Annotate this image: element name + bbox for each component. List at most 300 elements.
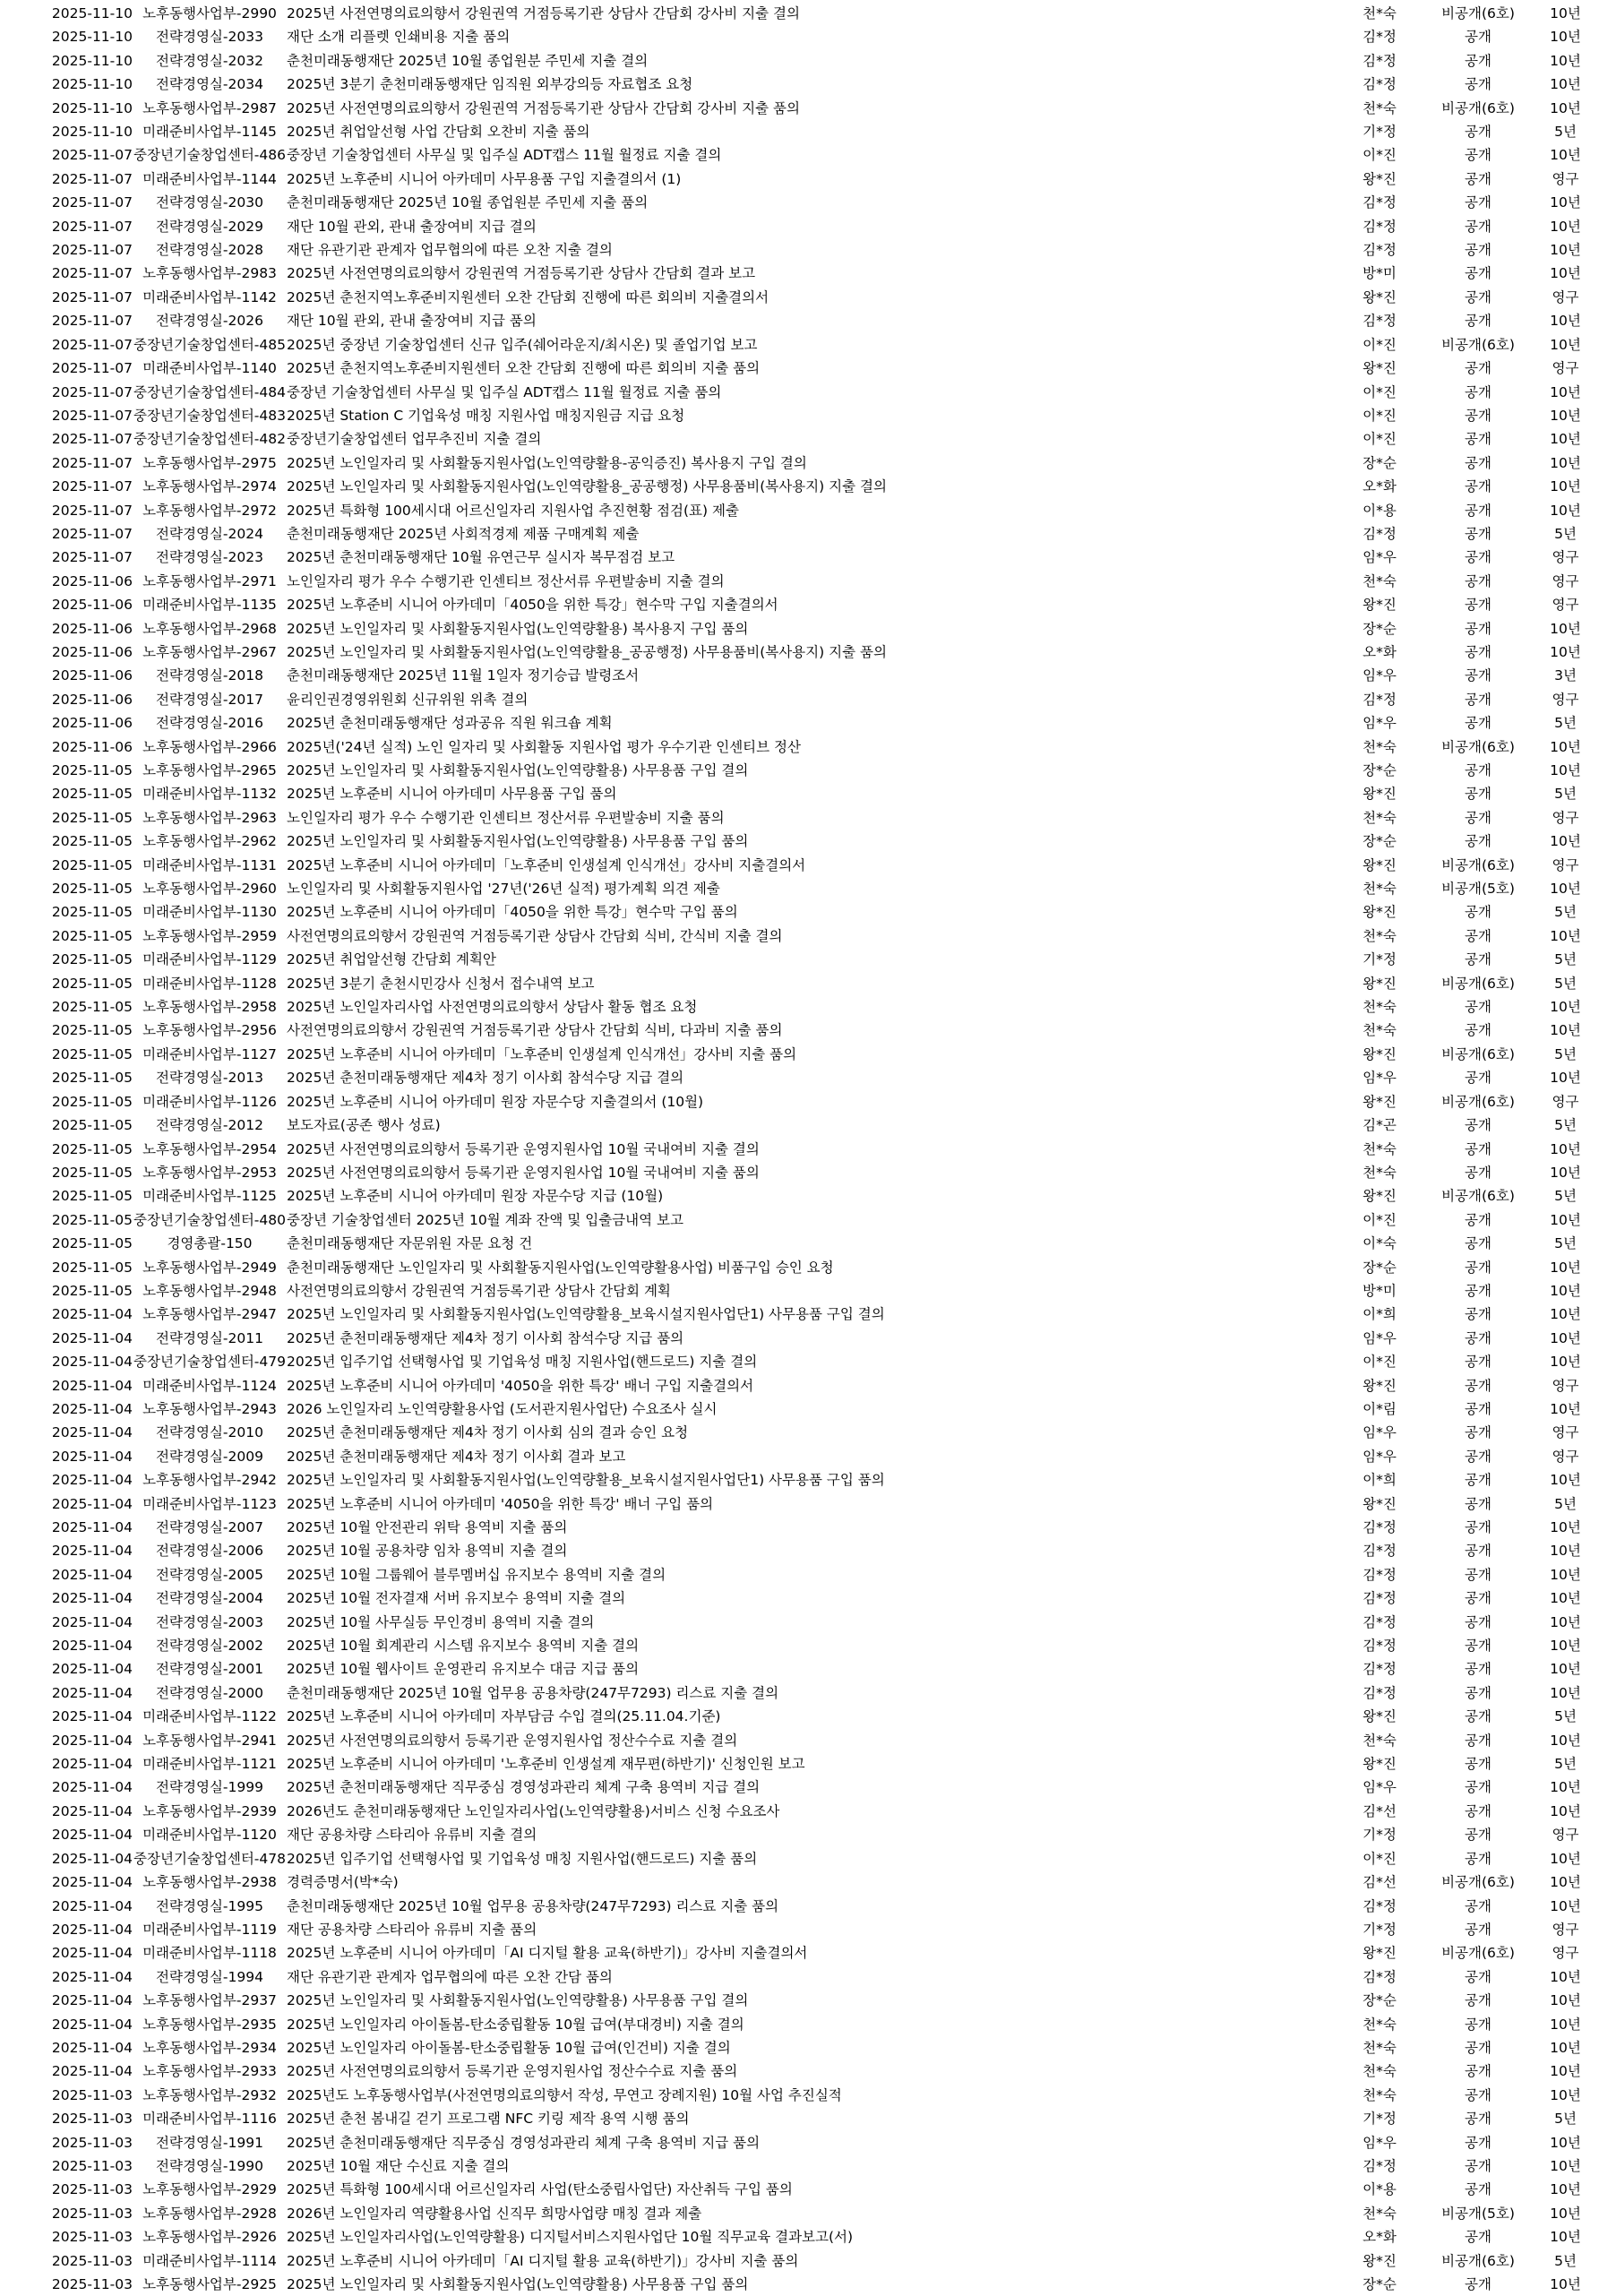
retention-cell: 영구 bbox=[1552, 856, 1579, 873]
disclosure-cell: 공개 bbox=[1465, 999, 1492, 1016]
table-row bbox=[0, 357, 1599, 380]
title-cell: 2025년 노인일자리 및 사회활동지원사업(노인역량활용) 사무용품 구입 결의 bbox=[287, 1992, 749, 2009]
disclosure-cell: 공개 bbox=[1465, 1235, 1492, 1252]
title-cell: 2025년 노후준비 시니어 아카데미「AI 디지털 활용 교육(하반기)」강사비 지출결의서 bbox=[287, 1945, 808, 1962]
title-cell: 중장년 기술창업센터 사무실 및 입주실 ADT캡스 11월 월정료 지출 결의 bbox=[287, 147, 722, 164]
author-cell: 천*숙 bbox=[1363, 2063, 1397, 2080]
retention-cell: 10년 bbox=[1550, 76, 1581, 93]
disclosure-cell: 공개 bbox=[1465, 242, 1492, 259]
author-cell: 방*미 bbox=[1363, 265, 1397, 282]
title-cell: 2025년 10월 전자결재 서버 유지보수 용역비 지출 결의 bbox=[287, 1590, 626, 1607]
date-cell: 2025-11-07 bbox=[51, 407, 133, 424]
date-cell: 2025-11-07 bbox=[51, 454, 133, 471]
author-cell: 김*곤 bbox=[1363, 1117, 1397, 1134]
doc-number-cell: 중장년기술창업센터-483 bbox=[133, 407, 286, 424]
doc-number-cell: 전략경영실-2016 bbox=[156, 715, 263, 732]
author-cell: 김*정 bbox=[1363, 313, 1397, 330]
title-cell: 춘천미래동행재단 2025년 10월 업무용 공용차량(247무7293) 리스료 지출 결의 bbox=[287, 1684, 779, 1701]
table-row bbox=[0, 2202, 1599, 2225]
author-cell: 왕*진 bbox=[1363, 360, 1397, 377]
table-row bbox=[0, 617, 1599, 641]
author-cell: 기*정 bbox=[1363, 124, 1397, 141]
disclosure-cell: 비공개(6호) bbox=[1441, 1874, 1515, 1891]
author-cell: 왕*진 bbox=[1363, 288, 1397, 305]
disclosure-cell: 공개 bbox=[1465, 1448, 1492, 1465]
table-row bbox=[0, 924, 1599, 948]
disclosure-cell: 공개 bbox=[1465, 194, 1492, 211]
author-cell: 천*숙 bbox=[1363, 2039, 1397, 2056]
doc-number-cell: 전략경영실-2010 bbox=[156, 1424, 263, 1441]
table-row bbox=[0, 1895, 1599, 1918]
disclosure-cell: 공개 bbox=[1465, 1306, 1492, 1323]
disclosure-cell: 공개 bbox=[1465, 1897, 1492, 1914]
title-cell: 2025년 춘천미래동행재단 직무중심 경영성과관리 체계 구축 용역비 지급 품의 bbox=[287, 2134, 761, 2151]
table-row bbox=[0, 1941, 1599, 1965]
title-cell: 2025년 춘천미래동행재단 제4차 정기 이사회 결과 보고 bbox=[287, 1448, 626, 1465]
date-cell: 2025-11-04 bbox=[51, 1543, 133, 1560]
disclosure-cell: 공개 bbox=[1465, 1921, 1492, 1938]
author-cell: 천*숙 bbox=[1363, 99, 1397, 116]
table-row bbox=[0, 1090, 1599, 1114]
title-cell: 2025년 사전연명의료의향서 강원권역 거점등록기관 상담사 간담회 강사비 지출 품의 bbox=[287, 99, 800, 116]
title-cell: 2025년 중장년 기술창업센터 신규 입주(쉐어라운지/최시온) 및 졸업기업 보고 bbox=[287, 336, 758, 353]
doc-number-cell: 노후동행사업부-2929 bbox=[142, 2181, 277, 2198]
author-cell: 천*숙 bbox=[1363, 1022, 1397, 1039]
title-cell: 2025년 노인일자리 및 사회활동지원사업(노인역량활용_공공행정) 사무용품비(복사용지) 지출 결의 bbox=[287, 478, 887, 495]
author-cell: 김*정 bbox=[1363, 29, 1397, 46]
table-row bbox=[0, 1611, 1599, 1634]
title-cell: 2025년 노후준비 시니어 아카데미「AI 디지털 활용 교육(하반기)」강사비 지출 품의 bbox=[287, 2252, 799, 2269]
document-list-table bbox=[0, 2, 1599, 2296]
disclosure-cell: 공개 bbox=[1465, 691, 1492, 708]
retention-cell: 10년 bbox=[1550, 52, 1581, 69]
author-cell: 김*정 bbox=[1363, 1543, 1397, 1560]
doc-number-cell: 미래준비사업부-1120 bbox=[142, 1827, 277, 1844]
date-cell: 2025-11-06 bbox=[51, 715, 133, 732]
retention-cell: 영구 bbox=[1552, 1448, 1579, 1465]
table-row bbox=[0, 1066, 1599, 1089]
doc-number-cell: 미래준비사업부-1116 bbox=[142, 2111, 277, 2128]
disclosure-cell: 공개 bbox=[1465, 1519, 1492, 1535]
retention-cell: 10년 bbox=[1550, 2086, 1581, 2103]
disclosure-cell: 공개 bbox=[1465, 29, 1492, 46]
table-row bbox=[0, 1397, 1599, 1421]
retention-cell: 영구 bbox=[1552, 1377, 1579, 1394]
disclosure-cell: 공개 bbox=[1465, 1164, 1492, 1181]
table-row bbox=[0, 1138, 1599, 1161]
disclosure-cell: 공개 bbox=[1465, 1968, 1492, 1985]
table-row bbox=[0, 2084, 1599, 2107]
author-cell: 왕*진 bbox=[1363, 597, 1397, 614]
disclosure-cell: 공개 bbox=[1465, 549, 1492, 566]
author-cell: 천*숙 bbox=[1363, 2205, 1397, 2222]
title-cell: 2025년 노후준비 시니어 아카데미 사무용품 구입 지출결의서 (1) bbox=[287, 170, 682, 187]
date-cell: 2025-11-07 bbox=[51, 383, 133, 400]
doc-number-cell: 미래준비사업부-1127 bbox=[142, 1045, 277, 1062]
disclosure-cell: 공개 bbox=[1465, 2157, 1492, 2174]
title-cell: 2025년 사전연명의료의향서 강원권역 거점등록기관 상담사 간담회 결과 보고 bbox=[287, 265, 756, 282]
table-row bbox=[0, 2154, 1599, 2178]
table-row bbox=[0, 900, 1599, 924]
retention-cell: 영구 bbox=[1552, 549, 1579, 566]
disclosure-cell: 공개 bbox=[1465, 2111, 1492, 2128]
title-cell: 2025년 10월 웹사이트 운영관리 유지보수 대금 지급 품의 bbox=[287, 1661, 640, 1678]
doc-number-cell: 전략경영실-2017 bbox=[156, 691, 263, 708]
retention-cell: 10년 bbox=[1550, 1164, 1581, 1181]
document-list-body bbox=[0, 2, 1599, 2296]
disclosure-cell: 공개 bbox=[1465, 1827, 1492, 1844]
retention-cell: 5년 bbox=[1554, 975, 1577, 992]
date-cell: 2025-11-04 bbox=[51, 1354, 133, 1371]
author-cell: 왕*진 bbox=[1363, 170, 1397, 187]
retention-cell: 10년 bbox=[1550, 1329, 1581, 1346]
author-cell: 김*정 bbox=[1363, 1519, 1397, 1535]
doc-number-cell: 노후동행사업부-2965 bbox=[142, 762, 277, 778]
date-cell: 2025-11-03 bbox=[51, 2134, 133, 2151]
doc-number-cell: 전략경영실-1995 bbox=[156, 1897, 263, 1914]
table-row bbox=[0, 262, 1599, 285]
disclosure-cell: 공개 bbox=[1465, 147, 1492, 164]
date-cell: 2025-11-07 bbox=[51, 218, 133, 235]
author-cell: 김*정 bbox=[1363, 218, 1397, 235]
doc-number-cell: 중장년기술창업센터-485 bbox=[133, 336, 286, 353]
title-cell: 사전연명의료의향서 강원권역 거점등록기관 상담사 간담회 식비, 간식비 지출 결의 bbox=[287, 927, 783, 944]
doc-number-cell: 노후동행사업부-2959 bbox=[142, 927, 277, 944]
retention-cell: 10년 bbox=[1550, 242, 1581, 259]
title-cell: 2025년 사전연명의료의향서 등록기관 운영지원사업 10월 국내여비 지출 품의 bbox=[287, 1164, 760, 1181]
date-cell: 2025-11-05 bbox=[51, 927, 133, 944]
title-cell: 2025년 노후준비 시니어 아카데미 '4050을 위한 특강' 배너 구입 품의 bbox=[287, 1495, 714, 1512]
table-row bbox=[0, 1563, 1599, 1587]
disclosure-cell: 공개 bbox=[1465, 1732, 1492, 1749]
doc-number-cell: 미래준비사업부-1119 bbox=[142, 1921, 277, 1938]
disclosure-cell: 공개 bbox=[1465, 76, 1492, 93]
date-cell: 2025-11-06 bbox=[51, 620, 133, 637]
retention-cell: 10년 bbox=[1550, 1874, 1581, 1891]
date-cell: 2025-11-04 bbox=[51, 1874, 133, 1891]
date-cell: 2025-11-03 bbox=[51, 2111, 133, 2128]
table-row bbox=[0, 1847, 1599, 1870]
doc-number-cell: 미래준비사업부-1142 bbox=[142, 288, 277, 305]
author-cell: 장*순 bbox=[1363, 454, 1397, 471]
retention-cell: 영구 bbox=[1552, 360, 1579, 377]
date-cell: 2025-11-04 bbox=[51, 1400, 133, 1417]
doc-number-cell: 노후동행사업부-2947 bbox=[142, 1306, 277, 1323]
author-cell: 천*숙 bbox=[1363, 738, 1397, 755]
date-cell: 2025-11-04 bbox=[51, 1779, 133, 1796]
disclosure-cell: 공개 bbox=[1465, 1211, 1492, 1228]
doc-number-cell: 전략경영실-2024 bbox=[156, 525, 263, 542]
disclosure-cell: 공개 bbox=[1465, 1329, 1492, 1346]
retention-cell: 10년 bbox=[1550, 1684, 1581, 1701]
disclosure-cell: 비공개(6호) bbox=[1441, 975, 1515, 992]
doc-number-cell: 노후동행사업부-2934 bbox=[142, 2039, 277, 2056]
table-row bbox=[0, 1114, 1599, 1137]
disclosure-cell: 공개 bbox=[1465, 1638, 1492, 1655]
author-cell: 왕*진 bbox=[1363, 1045, 1397, 1062]
author-cell: 이*진 bbox=[1363, 407, 1397, 424]
table-row bbox=[0, 1445, 1599, 1468]
doc-number-cell: 중장년기술창업센터-478 bbox=[133, 1850, 286, 1867]
date-cell: 2025-11-07 bbox=[51, 194, 133, 211]
title-cell: 2025년 입주기업 선택형사업 및 기업육성 매칭 지원사업(핸드로드) 지출 품의 bbox=[287, 1850, 758, 1867]
title-cell: 2025년 3분기 춘천미래동행재단 임직원 외부강의등 자료협조 요청 bbox=[287, 76, 693, 93]
title-cell: 2025년 10월 그룹웨어 블루멤버십 유지보수 용역비 지출 결의 bbox=[287, 1566, 666, 1583]
table-row bbox=[0, 238, 1599, 262]
table-row bbox=[0, 2273, 1599, 2296]
table-row bbox=[0, 1019, 1599, 1042]
date-cell: 2025-11-05 bbox=[51, 1045, 133, 1062]
disclosure-cell: 공개 bbox=[1465, 1708, 1492, 1725]
disclosure-cell: 공개 bbox=[1465, 1661, 1492, 1678]
date-cell: 2025-11-05 bbox=[51, 809, 133, 826]
title-cell: 보도자료(공존 행사 성료) bbox=[287, 1117, 441, 1134]
doc-number-cell: 미래준비사업부-1124 bbox=[142, 1377, 277, 1394]
title-cell: 춘천미래동행재단 2025년 10월 종업원분 주민세 지출 품의 bbox=[287, 194, 649, 211]
retention-cell: 10년 bbox=[1550, 1897, 1581, 1914]
title-cell: 2025년 노인일자리 및 사회활동지원사업(노인역량활용) 사무용품 구입 품의 bbox=[287, 2276, 749, 2292]
retention-cell: 10년 bbox=[1550, 2181, 1581, 2198]
title-cell: 2025년 10월 재단 수신료 지출 결의 bbox=[287, 2157, 510, 2174]
author-cell: 장*순 bbox=[1363, 2276, 1397, 2292]
retention-cell: 10년 bbox=[1550, 1732, 1581, 1749]
author-cell: 왕*진 bbox=[1363, 1377, 1397, 1394]
author-cell: 이*희 bbox=[1363, 1306, 1397, 1323]
table-row bbox=[0, 381, 1599, 404]
retention-cell: 10년 bbox=[1550, 2039, 1581, 2056]
table-row bbox=[0, 995, 1599, 1019]
doc-number-cell: 노후동행사업부-2975 bbox=[142, 454, 277, 471]
title-cell: 2025년 노인일자리사업(노인역량활용) 디지털서비스지원사업단 10월 직무교육 결과보고(서) bbox=[287, 2229, 854, 2246]
disclosure-cell: 공개 bbox=[1465, 1140, 1492, 1157]
doc-number-cell: 전략경영실-2011 bbox=[156, 1329, 263, 1346]
title-cell: 중장년 기술창업센터 2025년 10월 계좌 잔액 및 입출금내역 보고 bbox=[287, 1211, 683, 1228]
table-row bbox=[0, 25, 1599, 48]
author-cell: 기*정 bbox=[1363, 2111, 1397, 2128]
doc-number-cell: 노후동행사업부-2932 bbox=[142, 2086, 277, 2103]
date-cell: 2025-11-03 bbox=[51, 2086, 133, 2103]
doc-number-cell: 중장년기술창업센터-479 bbox=[133, 1354, 286, 1371]
disclosure-cell: 공개 bbox=[1465, 478, 1492, 495]
table-row bbox=[0, 427, 1599, 451]
date-cell: 2025-11-04 bbox=[51, 1708, 133, 1725]
table-row bbox=[0, 854, 1599, 877]
author-cell: 이*숙 bbox=[1363, 1235, 1397, 1252]
disclosure-cell: 공개 bbox=[1465, 1022, 1492, 1039]
retention-cell: 10년 bbox=[1550, 478, 1581, 495]
doc-number-cell: 전략경영실-2003 bbox=[156, 1613, 263, 1630]
title-cell: 2025년 노후준비 시니어 아카데미「4050을 위한 특강」현수막 구입 품의 bbox=[287, 904, 738, 921]
title-cell: 2025년 노인일자리 및 사회활동지원사업(노인역량활용_보육시설지원사업단1) 사무용품 구입 결의 bbox=[287, 1306, 885, 1323]
disclosure-cell: 공개 bbox=[1465, 502, 1492, 519]
doc-number-cell: 미래준비사업부-1121 bbox=[142, 1756, 277, 1773]
disclosure-cell: 공개 bbox=[1465, 360, 1492, 377]
date-cell: 2025-11-04 bbox=[51, 1684, 133, 1701]
retention-cell: 10년 bbox=[1550, 194, 1581, 211]
author-cell: 임*우 bbox=[1363, 2134, 1397, 2151]
disclosure-cell: 공개 bbox=[1465, 1779, 1492, 1796]
title-cell: 2025년 노인일자리 아이돌봄-탄소중립활동 10월 급여(부대경비) 지출 결의 bbox=[287, 2016, 744, 2033]
disclosure-cell: 공개 bbox=[1465, 288, 1492, 305]
doc-number-cell: 노후동행사업부-2966 bbox=[142, 738, 277, 755]
date-cell: 2025-11-04 bbox=[51, 1329, 133, 1346]
doc-number-cell: 전략경영실-2000 bbox=[156, 1684, 263, 1701]
doc-number-cell: 노후동행사업부-2987 bbox=[142, 99, 277, 116]
table-row bbox=[0, 1492, 1599, 1516]
date-cell: 2025-11-06 bbox=[51, 691, 133, 708]
disclosure-cell: 공개 bbox=[1465, 643, 1492, 660]
retention-cell: 10년 bbox=[1550, 383, 1581, 400]
retention-cell: 5년 bbox=[1554, 1495, 1577, 1512]
date-cell: 2025-11-06 bbox=[51, 643, 133, 660]
table-row bbox=[0, 972, 1599, 995]
disclosure-cell: 공개 bbox=[1465, 2039, 1492, 2056]
table-row bbox=[0, 1327, 1599, 1350]
doc-number-cell: 전략경영실-2005 bbox=[156, 1566, 263, 1583]
retention-cell: 5년 bbox=[1554, 1708, 1577, 1725]
doc-number-cell: 노후동행사업부-2963 bbox=[142, 809, 277, 826]
date-cell: 2025-11-03 bbox=[51, 2229, 133, 2246]
doc-number-cell: 노후동행사업부-2974 bbox=[142, 478, 277, 495]
disclosure-cell: 공개 bbox=[1465, 809, 1492, 826]
table-row bbox=[0, 782, 1599, 805]
author-cell: 임*우 bbox=[1363, 1329, 1397, 1346]
date-cell: 2025-11-07 bbox=[51, 147, 133, 164]
title-cell: 2025년 특화형 100세시대 어르신일자리 지원사업 추진현황 점검(표) 제출 bbox=[287, 502, 739, 519]
retention-cell: 5년 bbox=[1554, 1756, 1577, 1773]
table-row bbox=[0, 1468, 1599, 1492]
disclosure-cell: 공개 bbox=[1465, 2229, 1492, 2246]
date-cell: 2025-11-03 bbox=[51, 2252, 133, 2269]
disclosure-cell: 공개 bbox=[1465, 1756, 1492, 1773]
date-cell: 2025-11-07 bbox=[51, 502, 133, 519]
retention-cell: 5년 bbox=[1554, 951, 1577, 968]
doc-number-cell: 노후동행사업부-2933 bbox=[142, 2063, 277, 2080]
author-cell: 이*진 bbox=[1363, 1354, 1397, 1371]
date-cell: 2025-11-04 bbox=[51, 1897, 133, 1914]
table-row bbox=[0, 73, 1599, 96]
retention-cell: 10년 bbox=[1550, 1306, 1581, 1323]
title-cell: 2025년 노인일자리 및 사회활동지원사업(노인역량활용_공공행정) 사무용품비(복사용지) 지출 품의 bbox=[287, 643, 887, 660]
table-row bbox=[0, 143, 1599, 167]
disclosure-cell: 공개 bbox=[1465, 597, 1492, 614]
retention-cell: 10년 bbox=[1550, 1613, 1581, 1630]
author-cell: 기*정 bbox=[1363, 1827, 1397, 1844]
disclosure-cell: 공개 bbox=[1465, 1472, 1492, 1489]
author-cell: 천*숙 bbox=[1363, 2016, 1397, 2033]
retention-cell: 영구 bbox=[1552, 691, 1579, 708]
disclosure-cell: 공개 bbox=[1465, 620, 1492, 637]
author-cell: 김*정 bbox=[1363, 691, 1397, 708]
date-cell: 2025-11-06 bbox=[51, 667, 133, 684]
author-cell: 기*정 bbox=[1363, 1921, 1397, 1938]
date-cell: 2025-11-10 bbox=[51, 76, 133, 93]
doc-number-cell: 미래준비사업부-1118 bbox=[142, 1945, 277, 1962]
title-cell: 2025년 춘천미래동행재단 성과공유 직원 워크숍 계획 bbox=[287, 715, 613, 732]
date-cell: 2025-11-07 bbox=[51, 431, 133, 448]
disclosure-cell: 공개 bbox=[1465, 1802, 1492, 1819]
doc-number-cell: 노후동행사업부-2939 bbox=[142, 1802, 277, 1819]
author-cell: 김*정 bbox=[1363, 1968, 1397, 1985]
retention-cell: 10년 bbox=[1550, 738, 1581, 755]
title-cell: 2025년 노후준비 시니어 아카데미 자부담금 수입 결의(25.11.04.기준) bbox=[287, 1708, 721, 1725]
doc-number-cell: 전략경영실-2009 bbox=[156, 1448, 263, 1465]
author-cell: 김*정 bbox=[1363, 1613, 1397, 1630]
author-cell: 방*미 bbox=[1363, 1282, 1397, 1299]
table-row bbox=[0, 546, 1599, 569]
table-row bbox=[0, 404, 1599, 427]
disclosure-cell: 공개 bbox=[1465, 1684, 1492, 1701]
retention-cell: 10년 bbox=[1550, 1070, 1581, 1087]
doc-number-cell: 미래준비사업부-1114 bbox=[142, 2252, 277, 2269]
retention-cell: 영구 bbox=[1552, 1424, 1579, 1441]
doc-number-cell: 미래준비사업부-1144 bbox=[142, 170, 277, 187]
disclosure-cell: 비공개(5호) bbox=[1441, 2205, 1515, 2222]
date-cell: 2025-11-03 bbox=[51, 2276, 133, 2292]
date-cell: 2025-11-07 bbox=[51, 360, 133, 377]
table-row bbox=[0, 333, 1599, 357]
table-row bbox=[0, 688, 1599, 711]
disclosure-cell: 공개 bbox=[1465, 1566, 1492, 1583]
table-row bbox=[0, 49, 1599, 73]
table-row bbox=[0, 2249, 1599, 2273]
retention-cell: 10년 bbox=[1550, 1543, 1581, 1560]
disclosure-cell: 비공개(6호) bbox=[1441, 1045, 1515, 1062]
title-cell: 2025년 춘천미래동행재단 제4차 정기 이사회 참석수당 지급 결의 bbox=[287, 1070, 684, 1087]
retention-cell: 10년 bbox=[1550, 2276, 1581, 2292]
date-cell: 2025-11-05 bbox=[51, 1211, 133, 1228]
retention-cell: 5년 bbox=[1554, 1235, 1577, 1252]
retention-cell: 5년 bbox=[1554, 2111, 1577, 2128]
disclosure-cell: 공개 bbox=[1465, 124, 1492, 141]
doc-number-cell: 전략경영실-2007 bbox=[156, 1519, 263, 1535]
retention-cell: 10년 bbox=[1550, 1802, 1581, 1819]
doc-number-cell: 노후동행사업부-2960 bbox=[142, 881, 277, 898]
doc-number-cell: 전략경영실-2034 bbox=[156, 76, 263, 93]
date-cell: 2025-11-04 bbox=[51, 1921, 133, 1938]
disclosure-cell: 공개 bbox=[1465, 170, 1492, 187]
title-cell: 2025년 노후준비 시니어 아카데미 사무용품 구입 품의 bbox=[287, 786, 617, 803]
date-cell: 2025-11-05 bbox=[51, 904, 133, 921]
retention-cell: 5년 bbox=[1554, 1117, 1577, 1134]
retention-cell: 10년 bbox=[1550, 5, 1581, 21]
retention-cell: 10년 bbox=[1550, 1968, 1581, 1985]
retention-cell: 10년 bbox=[1550, 1779, 1581, 1796]
disclosure-cell: 공개 bbox=[1465, 1424, 1492, 1441]
retention-cell: 10년 bbox=[1550, 1661, 1581, 1678]
author-cell: 천*숙 bbox=[1363, 1732, 1397, 1749]
author-cell: 왕*진 bbox=[1363, 1495, 1397, 1512]
date-cell: 2025-11-07 bbox=[51, 265, 133, 282]
title-cell: 2025년 사전연명의료의향서 등록기관 운영지원사업 정산수수료 지출 품의 bbox=[287, 2063, 738, 2080]
doc-number-cell: 중장년기술창업센터-480 bbox=[133, 1211, 286, 1228]
title-cell: 2025년 노후준비 시니어 아카데미 '노후준비 인생설계 재무편(하반기)' 신청인원 보고 bbox=[287, 1756, 805, 1773]
disclosure-cell: 비공개(6호) bbox=[1441, 336, 1515, 353]
date-cell: 2025-11-04 bbox=[51, 1661, 133, 1678]
author-cell: 이*진 bbox=[1363, 147, 1397, 164]
date-cell: 2025-11-04 bbox=[51, 1495, 133, 1512]
doc-number-cell: 노후동행사업부-2967 bbox=[142, 643, 277, 660]
author-cell: 임*우 bbox=[1363, 1070, 1397, 1087]
title-cell: 2025년 노인일자리 및 사회활동지원사업(노인역량활용-공익증진) 복사용지 구입 결의 bbox=[287, 454, 807, 471]
retention-cell: 10년 bbox=[1550, 881, 1581, 898]
date-cell: 2025-11-10 bbox=[51, 5, 133, 21]
retention-cell: 10년 bbox=[1550, 1566, 1581, 1583]
table-row bbox=[0, 191, 1599, 214]
title-cell: 2025년('24년 실적) 노인 일자리 및 사회활동 지원사업 평가 우수기관 인센티브 정산 bbox=[287, 738, 801, 755]
title-cell: 2025년 춘천미래동행재단 제4차 정기 이사회 심의 결과 승인 요청 bbox=[287, 1424, 689, 1441]
author-cell: 김*정 bbox=[1363, 76, 1397, 93]
